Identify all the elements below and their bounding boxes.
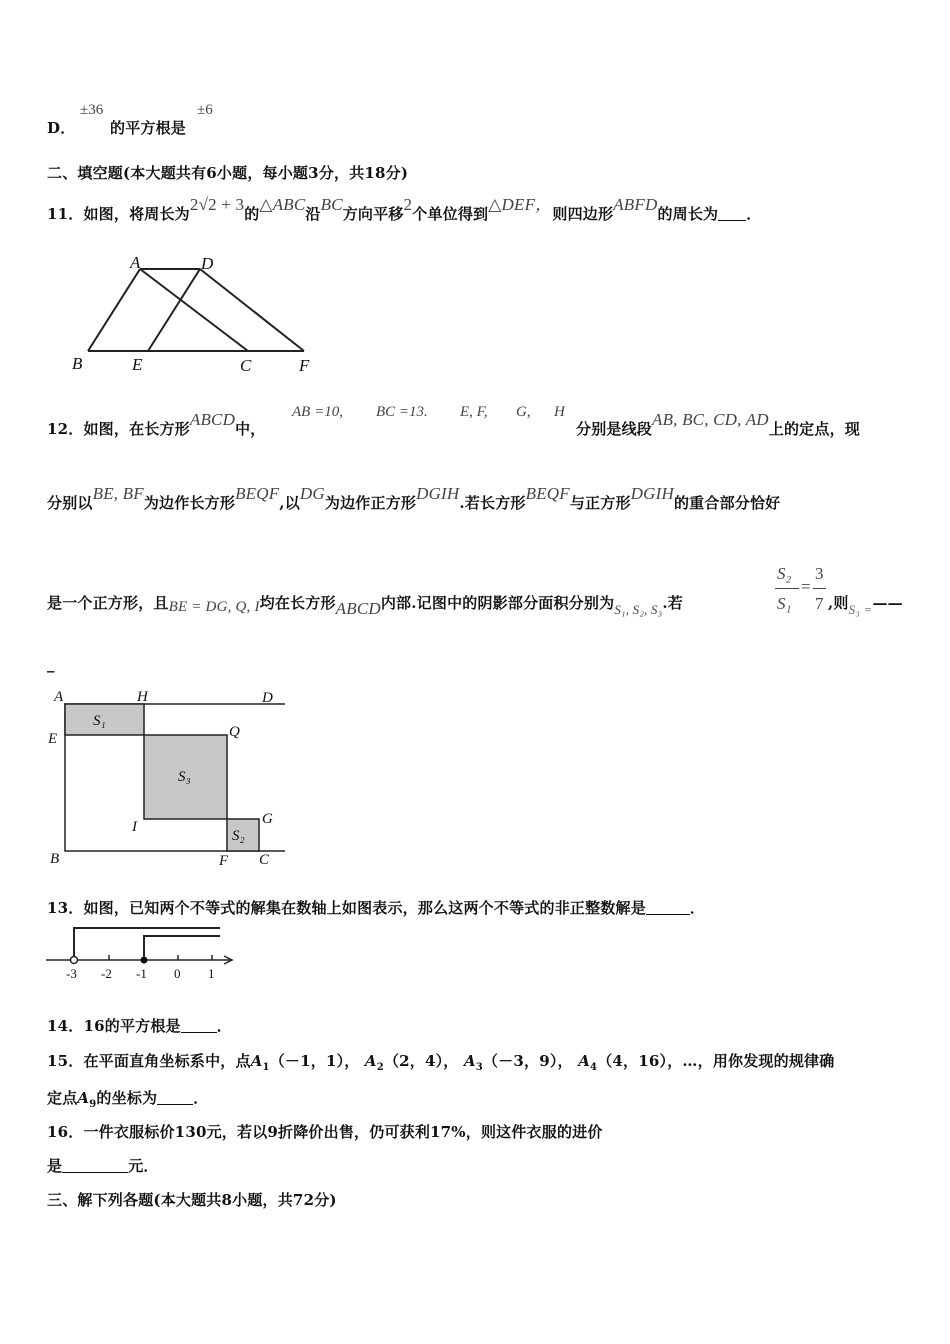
q11-math-2: 2	[403, 195, 413, 214]
q15-number: 15．	[47, 1052, 84, 1070]
q11-math-def: △DEF，	[488, 195, 553, 214]
q11-text-6: 则四边形	[552, 205, 614, 223]
q14-text: 16的平方根是	[83, 1017, 181, 1035]
option-d-math-6: ±6	[197, 102, 213, 118]
q11-text-7: 的周长为	[657, 205, 719, 223]
q12-math-abcd: ABCD	[189, 410, 236, 429]
q13-number: 13．	[47, 899, 84, 917]
q16-number: 16．	[47, 1123, 84, 1141]
q16-text-2: 是	[47, 1157, 63, 1175]
q12-label-b: B	[50, 851, 60, 867]
q15-point-a4: A	[578, 1052, 591, 1070]
q12-label-e: E	[48, 731, 58, 747]
q11-text-4: 方向平移	[342, 205, 404, 223]
section-3-heading: 三、解下列各题(本大题共8小题，共72分)	[47, 1191, 337, 1209]
q12-text-15: .若	[662, 594, 683, 612]
q11-label-b: B	[72, 354, 83, 373]
q12-label-h: H	[137, 689, 148, 705]
q16-line-1	[47, 1121, 603, 1142]
q12-math-bebf: BE, BF	[92, 484, 144, 503]
q11-figure	[70, 250, 320, 380]
q15-point-a9: A	[77, 1089, 90, 1107]
q13-solution-ray-1	[74, 928, 220, 956]
q15-point-a4-sub: 4	[590, 1062, 598, 1073]
q12-text-1: 如图，在长方形	[83, 420, 190, 438]
q12-math-dgih: DGIH	[416, 484, 460, 503]
q11-math-abfd: ABFD	[613, 195, 658, 214]
q12-label-s3: S₃	[178, 769, 191, 785]
q12-math-dg: DG	[299, 484, 325, 503]
q16-text-3: 元．	[128, 1157, 159, 1175]
q12-math-dgih-2: DGIH	[630, 484, 674, 503]
q11-text-5: 个单位得到	[412, 205, 489, 223]
q12-line-4: _	[47, 655, 55, 673]
q12-label-c: C	[259, 852, 270, 868]
q12-number: 12．	[47, 420, 84, 438]
q15-text-2: 定点	[47, 1089, 78, 1107]
q15-answer-blank[interactable]	[157, 1092, 193, 1105]
q12-text-3: 分别是线段	[576, 420, 653, 438]
q13-number-line	[40, 920, 240, 982]
q11-math-bc: BC	[320, 195, 343, 214]
q13-end: ．	[689, 899, 706, 917]
q12-text-12: 是一个正方形，且	[47, 594, 169, 612]
q13-tick-label-m2: -2	[101, 966, 112, 981]
q11-label-a: A	[130, 253, 141, 272]
q12-label-i: I	[132, 819, 137, 835]
q15-point-a3: A	[463, 1052, 476, 1070]
q12-line-1	[47, 410, 266, 439]
q12-text-13: 均在长方形	[259, 594, 336, 612]
q12-label-s1: S₁	[93, 713, 106, 729]
q12-label-d: D	[262, 690, 273, 706]
q11-answer-blank[interactable]	[718, 208, 746, 221]
q12-math-h: H	[554, 404, 565, 420]
q11-seg-df	[200, 269, 304, 351]
q12-line-3b	[828, 592, 903, 617]
q16-text-1: 一件衣服标价130元，若以9折降价出售，仍可获利17%，则这件衣服的进价	[83, 1123, 603, 1141]
q12-text-4: 上的定点，现	[768, 420, 860, 438]
q12-text-2: 中，	[235, 420, 266, 438]
q12-text-11: 的重合部分恰好	[673, 494, 781, 512]
q12-frac-bar-2	[813, 588, 826, 589]
q11-label-c: C	[240, 356, 252, 375]
q12-text-14: 内部.记图中的阴影部分面积分别为	[380, 594, 615, 612]
q15-line-1	[47, 1050, 834, 1073]
q15-point-a3-value: （－3，9），	[482, 1052, 573, 1070]
section-2-heading: 二、填空题(本大题共有6小题，每小题3分，共18分)	[47, 164, 409, 182]
q11-seg-ab	[88, 269, 140, 351]
q11-math-perimeter: 2√2 + 3	[189, 195, 245, 214]
q11-number: 11．	[47, 205, 84, 223]
q15-point-a3-sub: 3	[475, 1062, 483, 1073]
q15-point-a1-value: （－1，1），	[269, 1052, 360, 1070]
q12-frac-bar	[775, 588, 799, 589]
q11-text-2: 的	[244, 205, 260, 223]
q12-text-10: 与正方形	[569, 494, 631, 512]
option-d-math-36: ±36	[80, 102, 104, 118]
q12-label-f: F	[219, 853, 229, 869]
q11-label-e: E	[132, 355, 143, 374]
q12-line-2	[47, 484, 781, 513]
q12-label-q: Q	[229, 724, 240, 740]
q12-math-beqf-2: BEQF	[525, 484, 570, 503]
q12-math-segments: AB, BC, CD, AD	[652, 410, 769, 429]
q12-line-3	[47, 592, 683, 618]
q12-text-16: ,则	[828, 594, 849, 612]
q12-frac-num: S₂	[777, 564, 792, 583]
q15-text-1: 在平面直角坐标系中，点	[83, 1052, 251, 1070]
q12-label-s2: S₂	[232, 828, 245, 844]
q15-point-a2-sub: 2	[376, 1062, 384, 1073]
q13-closed-point	[141, 957, 148, 964]
q12-label-g: G	[262, 811, 273, 827]
q12-math-abcd-2: ABCD	[335, 599, 381, 618]
q12-frac-den: S₁	[777, 594, 792, 613]
q16-line-2	[47, 1155, 159, 1176]
q15-end: ．	[193, 1089, 209, 1107]
q13-tick-label-1: 1	[208, 966, 215, 981]
q12-text-6: 为边作长方形	[143, 494, 236, 512]
q12-text-7: ,以	[279, 494, 300, 512]
q15-point-a4-value: （4，16），…，用你发现的规律确	[597, 1052, 835, 1070]
q15-point-a2-value: （2，4），	[383, 1052, 459, 1070]
q12-math-ab: AB =10,	[292, 404, 343, 420]
q14-number: 14．	[47, 1017, 84, 1035]
q12-line-1b	[576, 410, 860, 439]
q11-text-3: 沿	[305, 205, 321, 223]
q11-line	[47, 195, 762, 224]
q12-text-8: 为边作正方形	[324, 494, 417, 512]
q12-math-condition: BE = DG, Q, I	[168, 599, 260, 615]
q12-math-beqf: BEQF	[235, 484, 280, 503]
q11-text-1: 如图，将周长为	[83, 205, 190, 223]
q15-line-2	[47, 1087, 208, 1110]
q11-math-abc: △ABC	[259, 195, 306, 214]
q15-point-a9-sub: 9	[89, 1099, 97, 1110]
q14-line	[47, 1015, 232, 1036]
q12-math-bc: BC =13.	[376, 404, 428, 420]
q13-solution-ray-2	[144, 936, 220, 956]
q13-tick-label-m1: -1	[136, 966, 147, 981]
q11-end: ．	[746, 205, 762, 223]
option-d-label: D．	[47, 119, 76, 137]
q12-figure	[45, 683, 285, 873]
q12-frac-num-2: 3	[815, 564, 824, 583]
q11-label-f: F	[299, 356, 310, 375]
q12-text-5: 分别以	[47, 494, 93, 512]
q13-open-point	[71, 957, 78, 964]
q12-frac-den-2: 7	[815, 594, 824, 613]
option-d-text: 的平方根是	[110, 119, 187, 137]
q12-math-s3-eq: S₃ =	[848, 602, 873, 617]
q12-frac-eq: =	[801, 577, 811, 596]
q14-end: ．	[216, 1017, 232, 1035]
q13-text: 如图，已知两个不等式的解集在数轴上如图表示，那么这两个不等式的非正整数解是	[83, 899, 646, 917]
q15-point-a2: A	[364, 1052, 377, 1070]
q15-text-3: 的坐标为	[96, 1089, 158, 1107]
q12-text-17[interactable]: ——	[872, 594, 903, 612]
q13-line	[47, 897, 705, 918]
q13-tick-label-0: 0	[174, 966, 181, 981]
q15-point-a1-sub: 1	[262, 1062, 270, 1073]
q11-label-d: D	[201, 254, 214, 273]
q12-label-a: A	[54, 689, 64, 705]
q15-point-a1: A	[250, 1052, 263, 1070]
q12-math-s-list: S₁, S₂, S₃	[614, 602, 663, 617]
q13-answer-blank[interactable]	[646, 902, 690, 915]
q12-text-9: .若长方形	[459, 494, 526, 512]
q12-math-ef: E, F,	[460, 404, 488, 420]
q13-tick-label-m3: -3	[66, 966, 77, 981]
q16-answer-blank[interactable]	[62, 1160, 128, 1173]
q12-math-g: G,	[516, 404, 531, 420]
q14-answer-blank[interactable]	[181, 1020, 217, 1033]
